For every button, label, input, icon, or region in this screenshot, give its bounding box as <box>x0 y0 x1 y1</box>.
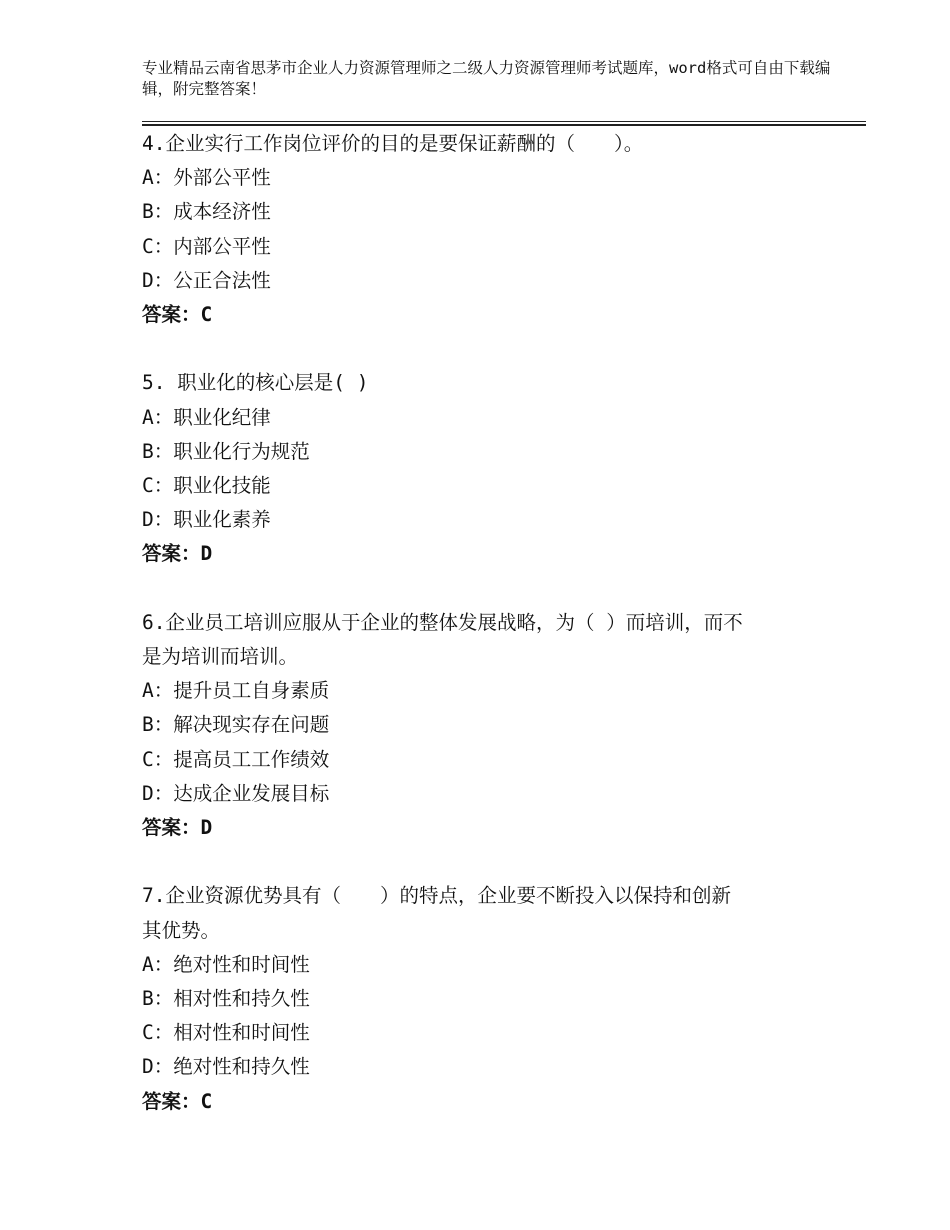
answer-label: 答案：D <box>142 542 213 566</box>
question-stem-continued: 其优势。 <box>142 918 221 942</box>
header-divider-thin <box>142 121 866 122</box>
option-b: B：成本经济性 <box>142 200 271 224</box>
question-stem: 6.企业员工培训应服从于企业的整体发展战略，为（ ）而培训，而不 <box>142 610 743 634</box>
option-a: A：职业化纪律 <box>142 405 271 429</box>
option-c: C：职业化技能 <box>142 474 271 498</box>
question-spacer <box>142 845 842 879</box>
question-6 <box>142 606 842 845</box>
option-a: A：提升员工自身素质 <box>142 679 330 703</box>
answer-label: 答案：D <box>142 816 213 840</box>
question-stem: 4.企业实行工作岗位评价的目的是要保证薪酬的（ ）。 <box>142 132 644 155</box>
option-c: C：相对性和时间性 <box>142 1021 310 1045</box>
option-d: D：公正合法性 <box>142 268 271 292</box>
question-spacer <box>142 332 842 366</box>
option-c: C：提高员工工作绩效 <box>142 747 330 771</box>
question-7 <box>142 879 842 1118</box>
option-a: A：绝对性和时间性 <box>142 952 310 976</box>
question-stem: 7.企业资源优势具有（ ）的特点，企业要不断投入以保持和创新 <box>142 884 731 908</box>
option-b: B：相对性和持久性 <box>142 987 310 1011</box>
question-4 <box>142 127 842 332</box>
document-header: 专业精品云南省思茅市企业人力资源管理师之二级人力资源管理师考试题库，word格式可自由下载编辑，附完整答案！ <box>142 59 831 98</box>
answer-label: 答案：C <box>142 303 213 327</box>
question-stem: 5. 职业化的核心层是( ) <box>142 371 369 395</box>
option-c: C：内部公平性 <box>142 234 271 258</box>
header-divider-thick <box>142 124 866 126</box>
option-d: D：绝对性和持久性 <box>142 1055 310 1079</box>
option-d: D：达成企业发展目标 <box>142 781 330 805</box>
option-b: B：职业化行为规范 <box>142 439 310 463</box>
question-5 <box>142 366 842 571</box>
option-d: D：职业化素养 <box>142 508 271 532</box>
question-stem-continued: 是为培训而培训。 <box>142 645 299 669</box>
option-a: A：外部公平性 <box>142 166 271 190</box>
option-b: B：解决现实存在问题 <box>142 713 330 737</box>
answer-label: 答案：C <box>142 1089 213 1113</box>
question-spacer <box>142 572 842 606</box>
question-list <box>142 127 842 1119</box>
